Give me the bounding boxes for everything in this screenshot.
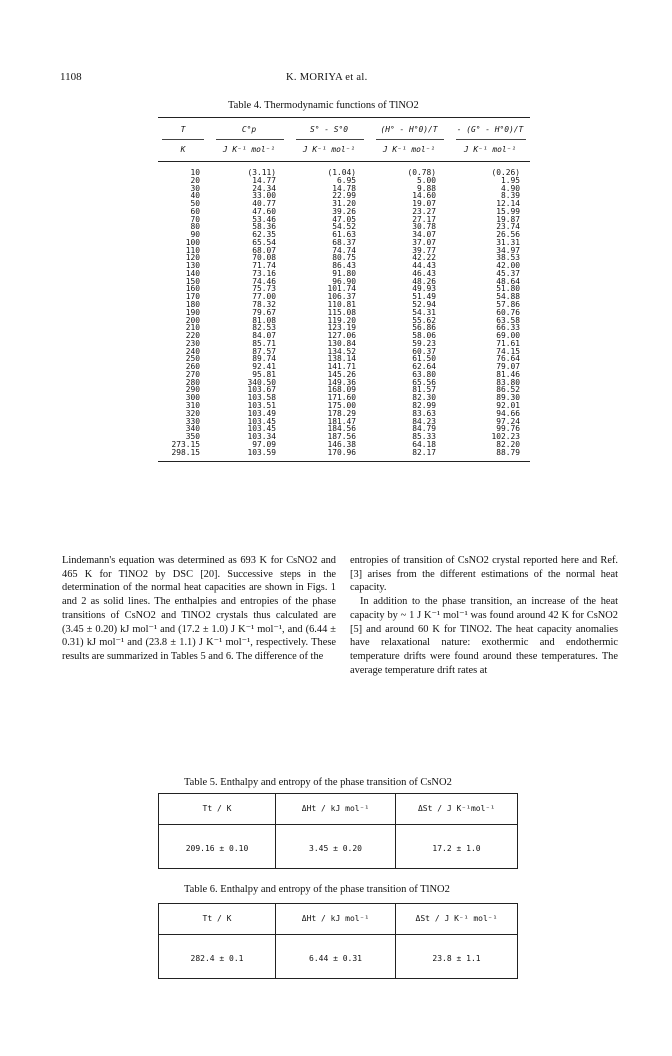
table4-cell: 69.00: [496, 331, 520, 341]
table4-cell: 44.43: [412, 261, 436, 271]
table4-cell: 110: [185, 245, 200, 255]
table4-row: [158, 449, 530, 457]
table4-cell: 42.00: [496, 261, 520, 271]
table4-cell: 150: [185, 276, 200, 286]
table4-cell: 89.74: [252, 354, 276, 364]
table4-cell: 210: [185, 323, 200, 333]
table4-cell: 180: [185, 300, 200, 310]
table4-cell: 62.64: [412, 362, 436, 372]
table4-header-rule: [158, 161, 530, 162]
table4-cell: 340: [185, 424, 200, 434]
table4-cell: 103.51: [247, 400, 276, 410]
table4-cell: 68.07: [252, 245, 276, 255]
table4-caption: Table 4. Thermodynamic functions of TlNO2: [228, 100, 419, 111]
body-paragraph: entropies of transition of CsNO2 crystal reported here and Ref. [3] arises from the different estimations of the normal heat capacity.: [350, 555, 618, 594]
table4-cell: 81.46: [496, 369, 520, 379]
table4-cell: 20: [190, 175, 200, 185]
table4-cell: 30: [190, 183, 200, 193]
page-number: 1108: [60, 71, 82, 83]
table4-cell: 82.53: [252, 323, 276, 333]
table4-cell: 340.50: [247, 377, 276, 387]
table5-row-divider: [159, 824, 517, 825]
table4-header-enthalpy: (H° - H°0)/T: [380, 125, 438, 134]
table4-cell: 27.17: [412, 214, 436, 224]
table4-cell: 95.81: [252, 369, 276, 379]
table4-cell: 138.14: [327, 354, 356, 364]
table4-cell: 39.26: [332, 206, 356, 216]
table4-cell: 64.18: [412, 439, 436, 449]
table4-cell: 70: [190, 214, 200, 224]
table4-cell: 146.38: [327, 439, 356, 449]
body-left-column: [62, 554, 336, 664]
table4-cell: 23.74: [496, 222, 520, 232]
table4-cell: 96.90: [332, 276, 356, 286]
table4-cell: 97.24: [496, 416, 520, 426]
table6-header-dH: ΔHt / kJ mol⁻¹: [301, 914, 370, 923]
table4-cell: 58.36: [252, 222, 276, 232]
table4-unit-T: K: [180, 145, 186, 154]
table4-cell: 82.20: [496, 439, 520, 449]
table4-cell: 85.33: [412, 432, 436, 442]
table4-cell: 76.64: [496, 354, 520, 364]
table4-cell: 92.01: [496, 400, 520, 410]
table4-cell: 59.23: [412, 338, 436, 348]
table4-cell: 123.19: [327, 323, 356, 333]
table4-header-cp: C°p: [241, 125, 257, 134]
table4-cell: 160: [185, 284, 200, 294]
table5-header-Tt: Tt / K: [202, 804, 232, 813]
table4-cell: 60.37: [412, 346, 436, 356]
table4-unit-entropy: J K⁻¹ mol⁻¹: [302, 145, 356, 154]
table4-cell: 175.00: [327, 400, 356, 410]
table4-cell: 99.76: [496, 424, 520, 434]
table4-cell: 300: [185, 393, 200, 403]
table5-header-dS: ΔSt / J K⁻¹mol⁻¹: [417, 804, 496, 813]
table4-cell: 86.43: [332, 261, 356, 271]
table4-cell: 14.78: [332, 183, 356, 193]
table4-header-T: T: [180, 125, 186, 134]
table4-header-entropy: S° - S°0: [309, 125, 348, 134]
table4-cell: 200: [185, 315, 200, 325]
table4-cell: 34.07: [412, 230, 436, 240]
table4-cell: 34.97: [496, 245, 520, 255]
table4-cell: 14.77: [252, 175, 276, 185]
table4-cell: 168.09: [327, 385, 356, 395]
table4-cell: 46.43: [412, 268, 436, 278]
table4-cell: 26.56: [496, 230, 520, 240]
running-header-authors: K. MORIYA et al.: [286, 72, 368, 83]
table4-cell: 103.67: [247, 385, 276, 395]
table4-cell: 102.23: [491, 432, 520, 442]
table4-cell: 52.94: [412, 300, 436, 310]
table4-cell: 103.45: [247, 416, 276, 426]
table4-cell: 86.52: [496, 385, 520, 395]
table4-cell: 82.99: [412, 400, 436, 410]
table6-row-divider: [159, 934, 517, 935]
table6-header-dS: ΔSt / J K⁻¹ mol⁻¹: [415, 914, 498, 923]
table4-cell: 89.30: [496, 393, 520, 403]
body-paragraph: Lindemann's equation was determined as 693 K for CsNO2 and 465 K for TlNO2 by DSC [20]. Successive steps in the determination of the normal heat capacities are shown in Figs. 1 and 2 as solid lines. The enthalpies and entropies of the phase transitions of CsNO2 and TlNO2 crystals thus calculated are (3.45 ± 0.20) kJ mol⁻¹ and (17.2 ± 1.0) J K⁻¹ mol⁻¹, and (6.44 ± 0.31) kJ mol⁻¹ and (23.8 ± 1.1) J K⁻¹ mol⁻¹, respectively. These results are summarized in Tables 5 and 6. The difference of the: [62, 555, 336, 662]
table4-cell: 170.96: [327, 447, 356, 457]
table4-cell: 330: [185, 416, 200, 426]
table4-cell: 23.27: [412, 206, 436, 216]
table4-cell: 145.26: [327, 369, 356, 379]
table4-col-rule: [216, 139, 284, 140]
table4-cell: 40.77: [252, 199, 276, 209]
table4-cell: 33.00: [252, 191, 276, 201]
table4-cell: 24.34: [252, 183, 276, 193]
table4-cell: 79.67: [252, 307, 276, 317]
table4-cell: 47.60: [252, 206, 276, 216]
table4-cell: 49.93: [412, 284, 436, 294]
table4-cell: 48.26: [412, 276, 436, 286]
table5-caption: Table 5. Enthalpy and entropy of the phase transition of CsNO2: [184, 777, 452, 788]
table4-cell: 84.07: [252, 331, 276, 341]
table5-header-dH: ΔHt / kJ mol⁻¹: [301, 804, 370, 813]
table4-cell: 82.17: [412, 447, 436, 457]
table4-cell: 81.57: [412, 385, 436, 395]
table5-value-Tt: 209.16 ± 0.10: [185, 844, 249, 853]
table4-cell: 270: [185, 369, 200, 379]
table4-cell: 74.46: [252, 276, 276, 286]
table4-cell: 82.30: [412, 393, 436, 403]
table5: [158, 793, 518, 869]
table4-cell: 106.37: [327, 292, 356, 302]
table4-cell: 250: [185, 354, 200, 364]
table4-cell: 181.47: [327, 416, 356, 426]
table4-cell: 94.66: [496, 408, 520, 418]
table4-cell: 50: [190, 199, 200, 209]
table4-cell: 141.71: [327, 362, 356, 372]
table4-cell: 84.23: [412, 416, 436, 426]
table4-cell: 71.61: [496, 338, 520, 348]
table4-cell: 103.58: [247, 393, 276, 403]
table4-cell: 78.32: [252, 300, 276, 310]
table4-cell: 15.99: [496, 206, 520, 216]
table4-cell: 103.34: [247, 432, 276, 442]
table4-cell: 103.59: [247, 447, 276, 457]
table4-bottom-rule: [158, 461, 530, 462]
table4-cell: 57.86: [496, 300, 520, 310]
table4-cell: 63.80: [412, 369, 436, 379]
table4-cell: 63.58: [496, 315, 520, 325]
table4-cell: 280: [185, 377, 200, 387]
table4-cell: 230: [185, 338, 200, 348]
table4-cell: 40: [190, 191, 200, 201]
table4-cell: 290: [185, 385, 200, 395]
table4-cell: 10: [190, 168, 200, 177]
table4-cell: 75.73: [252, 284, 276, 294]
table4-cell: 9.88: [416, 183, 436, 193]
table4-cell: 53.46: [252, 214, 276, 224]
table4-cell: 80.75: [332, 253, 356, 263]
table4-col-rule: [296, 139, 364, 140]
table4-unit-enthalpy: J K⁻¹ mol⁻¹: [382, 145, 436, 154]
table4-cell: 81.08: [252, 315, 276, 325]
table4-cell: 51.80: [496, 284, 520, 294]
table4-cell: 83.63: [412, 408, 436, 418]
table4-cell: 1.95: [500, 175, 520, 185]
body-right-column: [350, 554, 618, 677]
table4-cell: 31.20: [332, 199, 356, 209]
table4-cell: 51.49: [412, 292, 436, 302]
table4-cell: 83.80: [496, 377, 520, 387]
table4-cell: 101.74: [327, 284, 356, 294]
table4-cell: 127.06: [327, 331, 356, 341]
table4-unit-cp: J K⁻¹ mol⁻¹: [222, 145, 276, 154]
table4-cell: 65.54: [252, 237, 276, 247]
table4-cell: 90: [190, 230, 200, 240]
table4-cell: 100: [185, 237, 200, 247]
table4-cell: 240: [185, 346, 200, 356]
table4-cell: 60.76: [496, 307, 520, 317]
table4-cell: 187.56: [327, 432, 356, 442]
table4-cell: 30.78: [412, 222, 436, 232]
table4-cell: 22.99: [332, 191, 356, 201]
table4-cell: 134.52: [327, 346, 356, 356]
table4-cell: 298.15: [171, 447, 200, 457]
table6: [158, 903, 518, 979]
table4-cell: 5.00: [416, 175, 436, 185]
table4-cell: 130: [185, 261, 200, 271]
table4-cell: 71.74: [252, 261, 276, 271]
table4-cell: 60: [190, 206, 200, 216]
table4-cell: 84.79: [412, 424, 436, 434]
table4-cell: 130.84: [327, 338, 356, 348]
table4-cell: 87.57: [252, 346, 276, 356]
table4-col-rule: [162, 139, 204, 140]
table4-cell: 70.08: [252, 253, 276, 263]
table6-value-dH: 6.44 ± 0.31: [309, 954, 362, 963]
table4-cell: (0.26): [491, 168, 520, 177]
table4-cell: 54.31: [412, 307, 436, 317]
table4-cell: 88.79: [496, 447, 520, 457]
table4-cell: 103.45: [247, 424, 276, 434]
table4-cell: 48.64: [496, 276, 520, 286]
table4-cell: 66.33: [496, 323, 520, 333]
table4-unit-gibbs: J K⁻¹ mol⁻¹: [463, 145, 517, 154]
table4-cell: 19.87: [496, 214, 520, 224]
table4-cell: 74.15: [496, 346, 520, 356]
table4-cell: 58.06: [412, 331, 436, 341]
table4-cell: 119.20: [327, 315, 356, 325]
table4-cell: 65.56: [412, 377, 436, 387]
table4-cell: 260: [185, 362, 200, 372]
table4-cell: 79.07: [496, 362, 520, 372]
table4-cell: 92.41: [252, 362, 276, 372]
table4-cell: 273.15: [171, 439, 200, 449]
table4-cell: 171.60: [327, 393, 356, 403]
table4-cell: 12.14: [496, 199, 520, 209]
table4-cell: 31.31: [496, 237, 520, 247]
table4-cell: 19.07: [412, 199, 436, 209]
table4-cell: 74.74: [332, 245, 356, 255]
table4-col-rule: [376, 139, 444, 140]
table4-cell: 85.71: [252, 338, 276, 348]
table6-caption: Table 6. Enthalpy and entropy of the phase transition of TlNO2: [184, 884, 450, 895]
table4-col-rule: [456, 139, 526, 140]
table4: [158, 117, 530, 537]
table4-cell: 310: [185, 400, 200, 410]
table4-cell: 6.95: [336, 175, 356, 185]
table4-cell: 115.08: [327, 307, 356, 317]
table4-cell: 38.53: [496, 253, 520, 263]
table4-cell: 42.22: [412, 253, 436, 263]
table4-cell: 62.35: [252, 230, 276, 240]
table4-cell: 73.16: [252, 268, 276, 278]
table4-cell: 140: [185, 268, 200, 278]
table4-cell: 8.39: [500, 191, 520, 201]
table4-cell: 80: [190, 222, 200, 232]
table4-cell: 68.37: [332, 237, 356, 247]
table4-cell: 54.88: [496, 292, 520, 302]
table5-value-dS: 17.2 ± 1.0: [432, 844, 481, 853]
table4-cell: 4.90: [500, 183, 520, 193]
body-paragraph: In addition to the phase transition, an increase of the heat capacity by ~ 1 J K⁻¹ mol⁻¹ was found around 42 K for CsNO2 [5] and around 60 K for TlNO2. The heat capacity anomalies have relaxational nature: exothermic and endothermic temperature drifts were found around these temperatures. The average temperature drift rates at: [350, 596, 618, 676]
table4-cell: 14.60: [412, 191, 436, 201]
table4-cell: 170: [185, 292, 200, 302]
table4-cell: 97.09: [252, 439, 276, 449]
table4-cell: 37.07: [412, 237, 436, 247]
table4-cell: 61.50: [412, 354, 436, 364]
table4-cell: 120: [185, 253, 200, 263]
table4-cell: 103.49: [247, 408, 276, 418]
table4-cell: (1.04): [327, 168, 356, 177]
table4-cell: (3.11): [247, 168, 276, 177]
table4-cell: (0.78): [407, 168, 436, 177]
table6-header-Tt: Tt / K: [202, 914, 232, 923]
table4-cell: 47.05: [332, 214, 356, 224]
table4-cell: 39.77: [412, 245, 436, 255]
table4-body: [158, 169, 530, 456]
table4-header-gibbs: - (G° - H°0)/T: [456, 125, 524, 134]
table4-cell: 55.62: [412, 315, 436, 325]
table4-cell: 350: [185, 432, 200, 442]
table4-cell: 320: [185, 408, 200, 418]
table4-cell: 54.52: [332, 222, 356, 232]
table4-cell: 45.37: [496, 268, 520, 278]
table4-cell: 184.56: [327, 424, 356, 434]
table4-cell: 61.63: [332, 230, 356, 240]
table4-cell: 110.81: [327, 300, 356, 310]
table4-cell: 91.80: [332, 268, 356, 278]
table4-cell: 56.86: [412, 323, 436, 333]
table6-value-Tt: 282.4 ± 0.1: [190, 954, 244, 963]
table4-cell: 220: [185, 331, 200, 341]
table4-top-rule: [158, 117, 530, 118]
table4-cell: 178.29: [327, 408, 356, 418]
table4-cell: 77.00: [252, 292, 276, 302]
table5-value-dH: 3.45 ± 0.20: [309, 844, 362, 853]
table4-cell: 149.36: [327, 377, 356, 387]
table4-cell: 190: [185, 307, 200, 317]
table6-value-dS: 23.8 ± 1.1: [432, 954, 481, 963]
